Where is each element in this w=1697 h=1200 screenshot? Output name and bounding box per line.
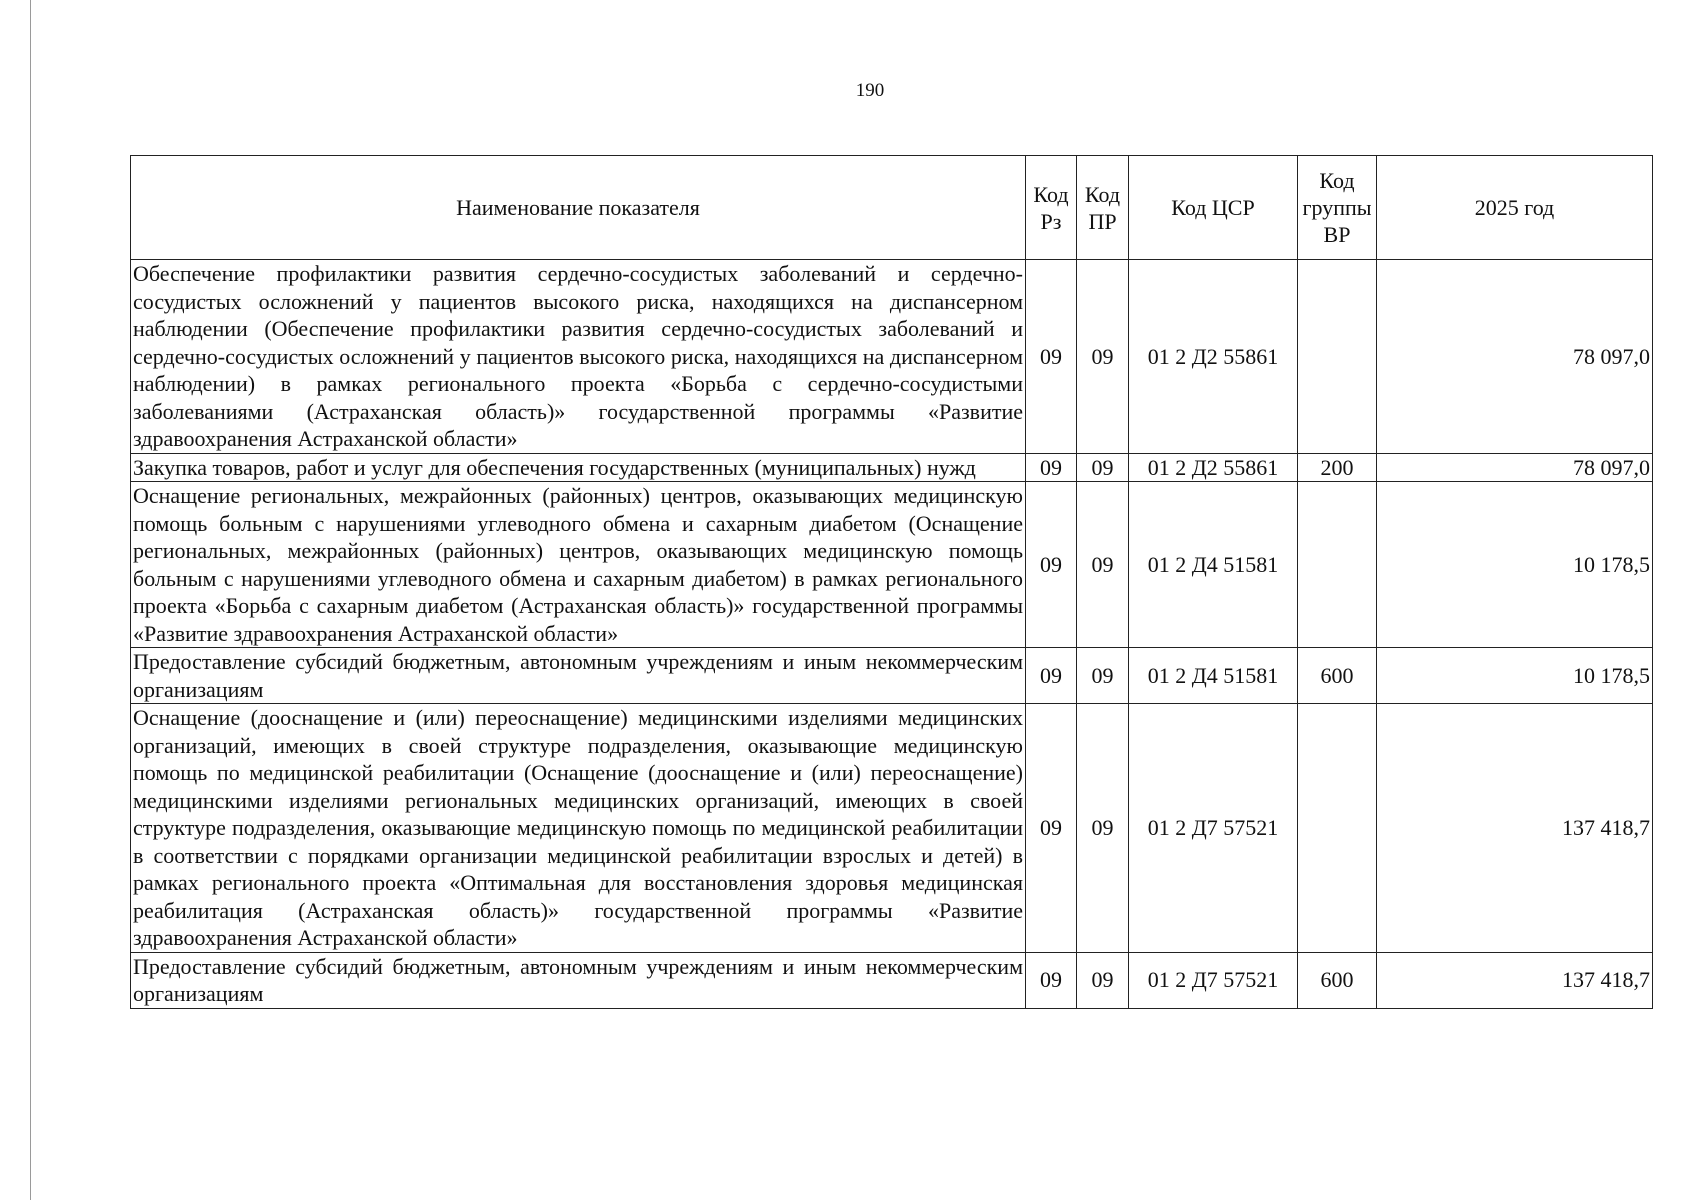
header-csr: Код ЦСР — [1129, 156, 1298, 260]
table-row — [131, 648, 1653, 704]
row-vr — [1298, 260, 1377, 454]
header-year: 2025 год — [1377, 156, 1653, 260]
row-vr: 600 — [1298, 648, 1377, 704]
table-row — [131, 482, 1653, 648]
row-name: Предоставление субсидий бюджетным, автономным учреждениям и иным некоммерческим организациям — [131, 648, 1026, 704]
header-rz: Код Рз — [1026, 156, 1077, 260]
table-row — [131, 453, 1653, 482]
row-rz: 09 — [1026, 952, 1077, 1008]
row-csr: 01 2 Д2 55861 — [1129, 260, 1298, 454]
row-csr: 01 2 Д7 57521 — [1129, 704, 1298, 953]
row-csr: 01 2 Д4 51581 — [1129, 482, 1298, 648]
row-rz: 09 — [1026, 260, 1077, 454]
row-name: Оснащение региональных, межрайонных (районных) центров, оказывающих медицинскую помощь больным с нарушениями углеводного обмена и сахарным диабетом (Оснащение региональных, межрайонных (районных) центров, оказывающих медицинскую помощь больным с нарушениями углеводного обмена и сахарным диабетом) в рамках регионального проекта «Борьба с сахарным диабетом (Астраханская область)» государственной программы «Развитие здравоохранения Астраханской области» — [131, 482, 1026, 648]
table-header — [131, 156, 1653, 260]
row-rz: 09 — [1026, 704, 1077, 953]
budget-table — [130, 155, 1653, 1009]
table-row — [131, 952, 1653, 1008]
row-vr: 200 — [1298, 453, 1377, 482]
header-row — [131, 156, 1653, 260]
row-pr: 09 — [1077, 952, 1129, 1008]
row-amount: 10 178,5 — [1377, 648, 1653, 704]
row-rz: 09 — [1026, 482, 1077, 648]
row-pr: 09 — [1077, 704, 1129, 953]
row-pr: 09 — [1077, 482, 1129, 648]
row-vr — [1298, 704, 1377, 953]
header-pr: Код ПР — [1077, 156, 1129, 260]
row-csr: 01 2 Д2 55861 — [1129, 453, 1298, 482]
table-row — [131, 704, 1653, 953]
row-amount: 137 418,7 — [1377, 952, 1653, 1008]
row-vr: 600 — [1298, 952, 1377, 1008]
header-name: Наименование показателя — [131, 156, 1026, 260]
row-amount: 10 178,5 — [1377, 482, 1653, 648]
row-csr: 01 2 Д7 57521 — [1129, 952, 1298, 1008]
row-amount: 78 097,0 — [1377, 260, 1653, 454]
header-vr: Код группы ВР — [1298, 156, 1377, 260]
row-name: Обеспечение профилактики развития сердечно-сосудистых заболеваний и сердечно-сосудистых осложнений у пациентов высокого риска, находящихся на диспансерном наблюдении (Обеспечение профилактики развития сердечно-сосудистых заболеваний и сердечно-сосудистых осложнений у пациентов высокого риска, находящихся на диспансерном наблюдении) в рамках регионального проекта «Борьба с сердечно-сосудистыми заболеваниями (Астраханская область)» государственной программы «Развитие здравоохранения Астраханской области» — [131, 260, 1026, 454]
row-name: Предоставление субсидий бюджетным, автономным учреждениям и иным некоммерческим организациям — [131, 952, 1026, 1008]
row-rz: 09 — [1026, 453, 1077, 482]
row-rz: 09 — [1026, 648, 1077, 704]
table-row — [131, 260, 1653, 454]
row-pr: 09 — [1077, 648, 1129, 704]
row-pr: 09 — [1077, 260, 1129, 454]
row-name: Закупка товаров, работ и услуг для обеспечения государственных (муниципальных) нужд — [131, 453, 1026, 482]
table-body — [131, 260, 1653, 1009]
scan-edge-line — [30, 0, 31, 1200]
row-name: Оснащение (дооснащение и (или) переоснащение) медицинскими изделиями медицинских организаций, имеющих в своей структуре подразделения, оказывающие медицинскую помощь по медицинской реабилитации (Оснащение (дооснащение и (или) переоснащение) медицинскими изделиями региональных медицинских организаций, имеющих в своей структуре подразделения, оказывающие медицинскую помощь по медицинской реабилитации в соответствии с порядками организации медицинской реабилитации взрослых и детей) в рамках регионального проекта «Оптимальная для восстановления здоровья медицинская реабилитация (Астраханская область)» государственной программы «Развитие здравоохранения Астраханской области» — [131, 704, 1026, 953]
row-csr: 01 2 Д4 51581 — [1129, 648, 1298, 704]
page-number: 190 — [855, 80, 885, 101]
row-amount: 137 418,7 — [1377, 704, 1653, 953]
row-vr — [1298, 482, 1377, 648]
row-pr: 09 — [1077, 453, 1129, 482]
row-amount: 78 097,0 — [1377, 453, 1653, 482]
